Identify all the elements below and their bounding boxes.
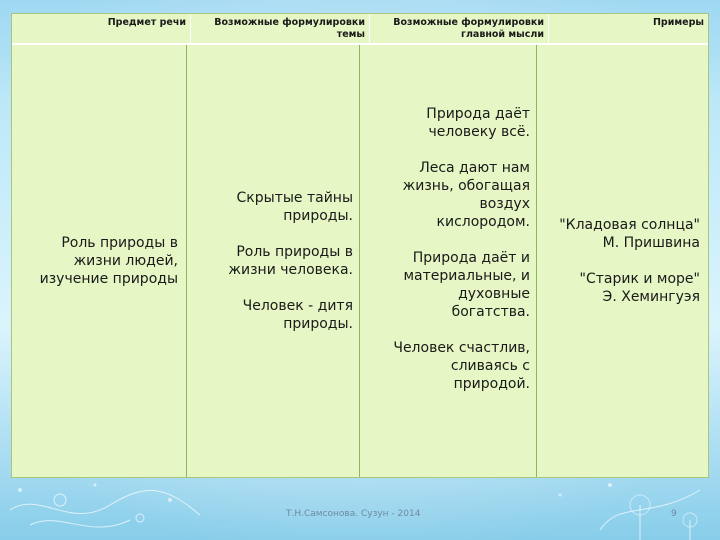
- cell-examples: [537, 45, 708, 477]
- footer-author: Т.Н.Самсонова. Сузун - 2014: [286, 509, 421, 519]
- header-subject: Предмет речи: [107, 17, 186, 28]
- cell-subject-text: Роль природы в жизни людей, изучение природы: [39, 235, 178, 287]
- page-number: 9: [671, 509, 677, 519]
- header-examples: Примеры: [652, 17, 704, 28]
- cell-main-idea-text: Природа даёт человеку всё. Леса дают нам жизнь, обогащая воздух кислородом. Природа даёт и материальные, и духовные богатства. Человек счастлив, сливаясь с природой.: [393, 106, 530, 392]
- header-main-idea: Возможные формулировки главной мысли: [393, 17, 544, 40]
- cell-subject: [12, 45, 186, 477]
- dandelion-decoration: [0, 470, 720, 540]
- cell-examples-text: "Кладовая солнца" М. Пришвина "Старик и море" Э. Хемингуэя: [559, 217, 700, 305]
- header-topic: Возможные формулировки темы: [214, 17, 365, 40]
- table-body-row: [12, 45, 708, 477]
- table-header-row: [12, 14, 708, 45]
- cell-topic-text: Скрытые тайны природы. Роль природы в жизни человека. Человек - дитя природы.: [228, 190, 353, 332]
- cell-topic: [187, 45, 359, 477]
- cell-main-idea: [360, 45, 536, 477]
- content-table: [11, 13, 709, 478]
